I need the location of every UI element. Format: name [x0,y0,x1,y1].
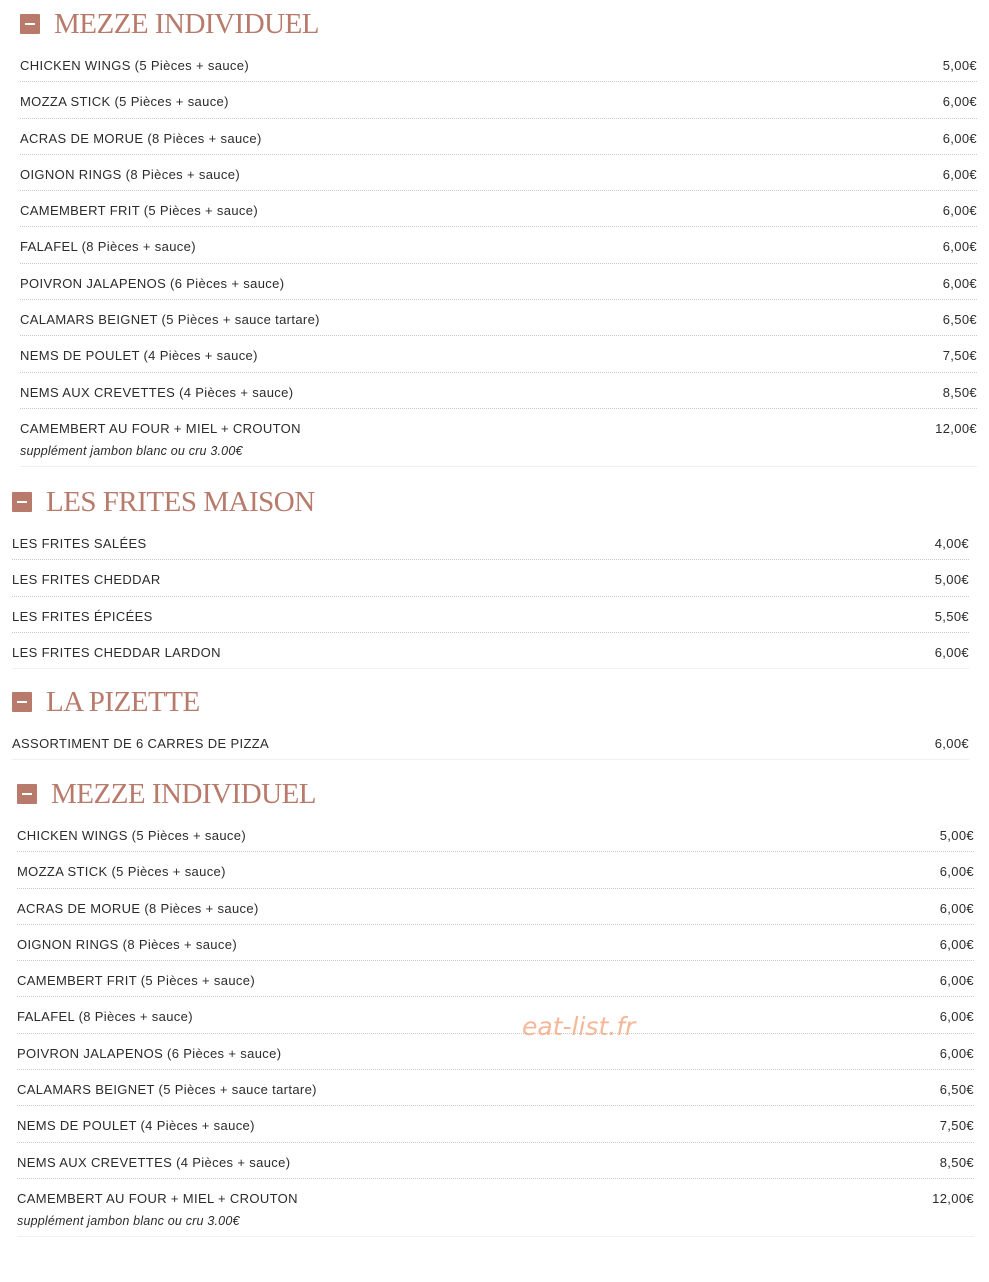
menu-item-text [20,203,258,218]
collapse-toggle-icon[interactable] [20,14,40,34]
menu-item-row [17,1070,974,1106]
menu-item-price: 4,00€ [934,536,969,551]
menu-item-text [17,1191,298,1228]
section-header [20,4,977,44]
menu-item-price: 8,50€ [939,1154,974,1170]
menu-item-row [20,119,977,155]
menu-item-price: 6,00€ [942,275,977,291]
menu-item-name: CALAMARS BEIGNET (5 Pièces + sauce tartare) [20,312,320,328]
menu-item-text [20,167,240,182]
menu-item-price: 6,00€ [942,203,977,219]
menu-item-price: 8,50€ [942,384,977,400]
menu-item-text [20,94,229,109]
menu-item-row [20,264,977,300]
menu-item-price: 6,00€ [939,900,974,916]
menu-item-row [12,724,969,760]
menu-item-text [20,421,301,458]
menu-section-mezze-individuel-repeat [17,774,974,1237]
menu-item-price: 6,00€ [942,94,977,110]
menu-item-row [20,336,977,372]
menu-item-name: LES FRITES CHEDDAR [12,572,161,588]
menu-item-name: OIGNON RINGS (8 Pièces + sauce) [20,166,240,182]
menu-item-row [12,597,969,633]
menu-item-price: 6,50€ [939,1082,974,1098]
collapse-toggle-icon[interactable] [12,692,32,712]
menu-item-name: CAMEMBERT FRIT (5 Pièces + sauce) [17,973,256,989]
menu-item-name: MOZZA STICK (5 Pièces + sauce) [20,94,229,110]
section-header [12,682,969,722]
menu-item-price: 6,00€ [939,1045,974,1061]
menu-item-price: 6,00€ [939,936,974,952]
menu-item-row [17,997,974,1033]
menu-item-row [17,961,974,997]
section-title: LES FRITES MAISON [46,485,315,518]
menu-item-text [17,1118,255,1133]
menu-section-frites-maison [12,482,969,669]
menu-item-text [17,864,226,879]
menu-item-text [17,937,237,952]
menu-item-text [17,1155,290,1170]
menu-item-text [20,385,293,400]
menu-item-name: CHICKEN WINGS (5 Pièces + sauce) [17,828,247,843]
menu-item-price: 6,50€ [942,312,977,328]
menu-item-row [12,633,969,669]
menu-item-price: 6,00€ [934,644,969,660]
menu-item-name: CAMEMBERT AU FOUR + MIEL + CROUTON [17,1190,298,1206]
menu-item-name: CHICKEN WINGS (5 Pièces + sauce) [20,58,250,73]
menu-item-row [12,524,969,560]
menu-item-price: 6,00€ [942,130,977,146]
menu-item-row [20,300,977,336]
menu-item-name: MOZZA STICK (5 Pièces + sauce) [17,864,226,880]
menu-item-price: 5,00€ [942,58,977,73]
menu-item-name: POIVRON JALAPENOS (6 Pièces + sauce) [20,275,285,291]
menu-item-list [12,524,969,669]
menu-item-list [12,724,969,760]
menu-item-list [20,46,977,467]
menu-item-text [17,828,246,843]
menu-item-name: FALAFEL (8 Pièces + sauce) [17,1009,193,1025]
menu-item-text [12,645,221,660]
menu-item-name: NEMS DE POULET (4 Pièces + sauce) [17,1118,255,1134]
menu-item-text [12,609,153,624]
menu-item-price: 6,00€ [942,166,977,182]
section-title: MEZZE INDIVIDUEL [51,777,317,810]
menu-item-name: LES FRITES CHEDDAR LARDON [12,644,221,660]
menu-item-text [12,536,147,551]
menu-item-name: NEMS AUX CREVETTES (4 Pièces + sauce) [20,384,294,400]
menu-item-row [17,1106,974,1142]
menu-item-name: CAMEMBERT AU FOUR + MIEL + CROUTON [20,420,301,436]
menu-item-price: 6,00€ [939,864,974,880]
menu-item-name: NEMS AUX CREVETTES (4 Pièces + sauce) [17,1154,291,1170]
menu-item-text [20,239,196,254]
menu-item-row [17,925,974,961]
menu-item-price: 12,00€ [935,420,977,436]
menu-item-text [20,58,249,73]
section-header [12,482,969,522]
menu-item-text [17,1046,281,1061]
collapse-toggle-icon[interactable] [12,492,32,512]
menu-item-name: ACRAS DE MORUE (8 Pièces + sauce) [17,900,259,916]
menu-item-price: 6,00€ [942,239,977,255]
menu-item-row [17,889,974,925]
menu-item-price: 7,50€ [942,348,977,364]
menu-item-name: POIVRON JALAPENOS (6 Pièces + sauce) [17,1045,282,1061]
menu-item-note: supplément jambon blanc ou cru 3.00€ [17,1213,240,1228]
menu-item-name: CAMEMBERT FRIT (5 Pièces + sauce) [20,203,259,219]
collapse-toggle-icon[interactable] [17,784,37,804]
menu-item-text [20,312,320,327]
menu-item-name: ACRAS DE MORUE (8 Pièces + sauce) [20,130,262,146]
menu-item-text [12,572,161,587]
menu-item-name: NEMS DE POULET (4 Pièces + sauce) [20,348,258,364]
menu-item-name: LES FRITES SALÉES [12,536,147,551]
menu-item-row [17,852,974,888]
menu-item-price: 12,00€ [932,1190,974,1206]
menu-item-name: LES FRITES ÉPICÉES [12,608,153,624]
menu-item-text [17,1009,193,1024]
watermark-text: eat-list.fr [522,1012,636,1041]
menu-item-text [12,736,269,751]
menu-item-row [12,560,969,596]
section-title: MEZZE INDIVIDUEL [54,7,320,40]
menu-item-text [17,901,259,916]
menu-item-name: ASSORTIMENT DE 6 CARRES DE PIZZA [12,736,270,751]
menu-item-row [17,1143,974,1179]
menu-item-note: supplément jambon blanc ou cru 3.00€ [20,443,243,458]
menu-item-text [20,276,284,291]
menu-section-mezze-individuel [20,4,977,467]
menu-item-row [20,191,977,227]
menu-section-la-pizette [12,682,969,760]
menu-item-price: 5,00€ [934,572,969,588]
menu-item-row [17,816,974,852]
menu-item-name: FALAFEL (8 Pièces + sauce) [20,239,196,255]
menu-item-price: 7,50€ [939,1118,974,1134]
menu-item-price: 6,00€ [939,1009,974,1025]
menu-item-row [20,82,977,118]
menu-item-price: 6,00€ [939,973,974,989]
menu-item-text [20,131,262,146]
menu-item-price: 5,00€ [939,828,974,843]
menu-item-text [20,348,258,363]
menu-item-row [20,155,977,191]
menu-item-name: CALAMARS BEIGNET (5 Pièces + sauce tartare) [17,1082,317,1098]
menu-item-name: OIGNON RINGS (8 Pièces + sauce) [17,936,237,952]
menu-item-text [17,1082,317,1097]
menu-item-list [17,816,974,1237]
menu-item-price: 6,00€ [934,736,969,751]
menu-item-row [20,46,977,82]
menu-item-row [17,1034,974,1070]
menu-item-row [20,227,977,263]
menu-item-row [20,373,977,409]
menu-item-row [20,409,977,467]
menu-item-text [17,973,255,988]
section-header [17,774,974,814]
menu-item-price: 5,50€ [934,608,969,624]
menu-item-row [17,1179,974,1237]
section-title: LA PIZETTE [46,685,200,718]
